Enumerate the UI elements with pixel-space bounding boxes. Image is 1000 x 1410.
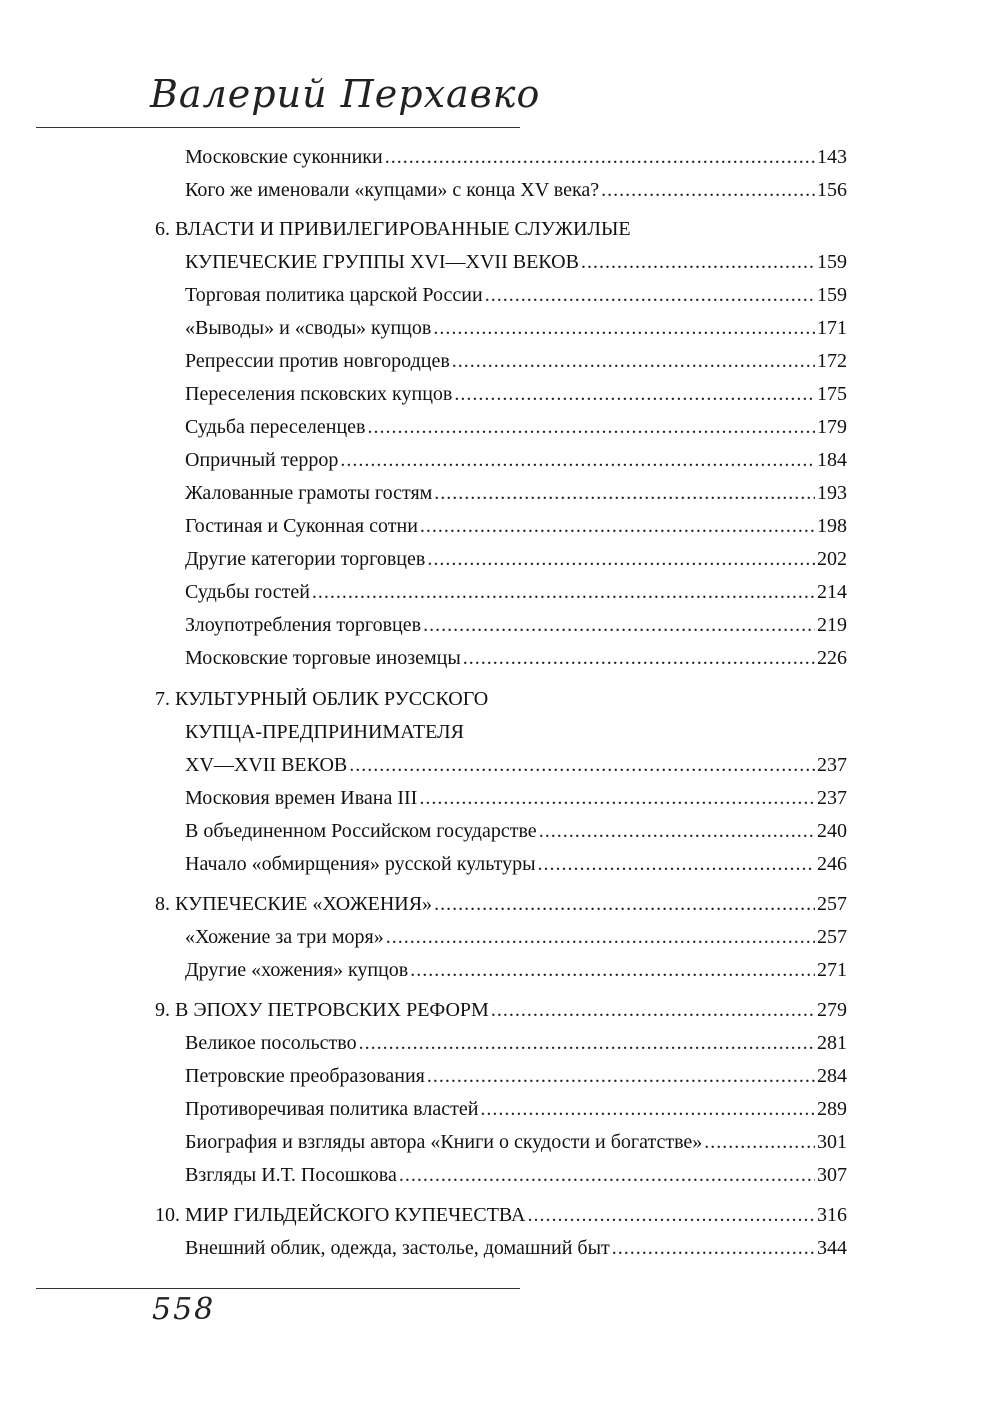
dot-leader [491, 995, 815, 1025]
toc-entry[interactable] [185, 175, 847, 205]
toc-entry[interactable] [185, 478, 847, 508]
toc-entry-page: 257 [817, 893, 847, 915]
toc-entry-page: 246 [817, 853, 847, 875]
toc-entry-page: 202 [817, 548, 847, 570]
running-head-author: Валерий Перхавко [150, 72, 541, 116]
dot-leader [581, 247, 815, 277]
toc-entry[interactable] [185, 511, 847, 541]
toc-entry-title: Великое посольство [185, 1032, 357, 1054]
dot-leader [434, 889, 815, 919]
dot-leader [433, 313, 815, 343]
dot-leader [452, 346, 815, 376]
toc-entry-page: 175 [817, 383, 847, 405]
toc-entry-title: Репрессии против новгородцев [185, 350, 450, 372]
dot-leader [463, 643, 815, 673]
toc-entry-page: 257 [817, 926, 847, 948]
toc-entry[interactable] [185, 1061, 847, 1091]
toc-entry-page: 214 [817, 581, 847, 603]
toc-entry[interactable] [185, 1160, 847, 1190]
dot-leader [312, 577, 815, 607]
toc-entry[interactable] [185, 445, 847, 475]
dot-leader [480, 1094, 815, 1124]
toc-chapter[interactable] [155, 214, 847, 244]
toc-entry-page: 184 [817, 449, 847, 471]
toc-entry[interactable] [185, 577, 847, 607]
toc-entry-title: Начало «обмирщения» русской культуры [185, 853, 536, 875]
toc-entry-page: 240 [817, 820, 847, 842]
toc-chapter[interactable] [185, 717, 847, 747]
toc-chapter[interactable] [155, 1200, 847, 1230]
dot-leader [423, 610, 815, 640]
toc-chapter[interactable] [155, 995, 847, 1025]
dot-leader [704, 1127, 815, 1157]
dot-leader [385, 142, 815, 172]
toc-entry-page: 271 [817, 959, 847, 981]
toc-entry[interactable] [185, 610, 847, 640]
toc-chapter-title: КУПЦА-ПРЕДПРИНИМАТЕЛЯ [185, 721, 464, 743]
toc-entry-title: Злоупотребления торговцев [185, 614, 422, 636]
toc-entry-title: Биография и взгляды автора «Книги о скудости и богатстве» [185, 1131, 703, 1153]
dot-leader [399, 1160, 815, 1190]
dot-leader [538, 849, 815, 879]
toc-entry[interactable] [185, 1233, 847, 1263]
toc-entry-title: «Выводы» и «своды» купцов [185, 317, 432, 339]
toc-entry[interactable] [185, 643, 847, 673]
toc-chapter-title: XV—XVII ВЕКОВ [185, 754, 348, 776]
toc-entry-page: 237 [817, 754, 847, 776]
toc-entry[interactable] [185, 346, 847, 376]
toc-entry-title: Московские торговые иноземцы [185, 647, 461, 669]
dot-leader [419, 783, 815, 813]
toc-entry-title: Переселения псковских купцов [185, 383, 453, 405]
toc-chapter[interactable] [185, 247, 847, 277]
dot-leader [386, 922, 815, 952]
dot-leader [485, 280, 815, 310]
toc-chapter-title: 6. ВЛАСТИ И ПРИВИЛЕГИРОВАННЫЕ СЛУЖИЛЫЕ [155, 218, 631, 240]
toc-entry[interactable] [185, 1028, 847, 1058]
toc-entry[interactable] [185, 280, 847, 310]
toc-entry-title: Противоречивая политика властей [185, 1098, 479, 1120]
toc-entry-title: Опричный террор [185, 449, 339, 471]
toc-chapter[interactable] [155, 684, 847, 714]
toc-entry[interactable] [185, 922, 847, 952]
toc-entry-page: 198 [817, 515, 847, 537]
toc-entry[interactable] [185, 1094, 847, 1124]
toc-entry-page: 159 [817, 284, 847, 306]
toc-entry-page: 316 [817, 1204, 847, 1226]
toc-entry-page: 143 [817, 146, 847, 168]
toc-entry-title: Кого же именовали «купцами» с конца XV века? [185, 179, 600, 201]
toc-chapter-title: 9. В ЭПОХУ ПЕТРОВСКИХ РЕФОРМ [155, 999, 489, 1021]
dot-leader [427, 544, 815, 574]
toc-entry[interactable] [185, 783, 847, 813]
toc-entry[interactable] [185, 313, 847, 343]
toc-chapter[interactable] [155, 889, 847, 919]
toc-entry[interactable] [185, 544, 847, 574]
toc-entry-title: Внешний облик, одежда, застолье, домашний быт [185, 1237, 610, 1259]
dot-leader [420, 511, 815, 541]
page-number: 558 [152, 1292, 216, 1327]
dot-leader [601, 175, 815, 205]
toc-entry-page: 156 [817, 179, 847, 201]
toc-entry-title: Судьба переселенцев [185, 416, 366, 438]
toc-entry[interactable] [185, 1127, 847, 1157]
toc-chapter[interactable] [185, 750, 847, 780]
toc-entry-page: 159 [817, 251, 847, 273]
footer-rule [36, 1288, 520, 1289]
dot-leader [427, 1061, 815, 1091]
dot-leader [612, 1233, 815, 1263]
toc-entry-title: Московские суконники [185, 146, 383, 168]
toc-chapter-title: 8. КУПЕЧЕСКИЕ «ХОЖЕНИЯ» [155, 893, 433, 915]
toc-entry-page: 307 [817, 1164, 847, 1186]
toc-entry[interactable] [185, 849, 847, 879]
toc-entry-page: 171 [817, 317, 847, 339]
toc-entry-title: Взгляды И.Т. Посошкова [185, 1164, 397, 1186]
toc-entry-title: В объединенном Российском государстве [185, 820, 537, 842]
dot-leader [359, 1028, 815, 1058]
toc-chapter-title: 10. МИР ГИЛЬДЕЙСКОГО КУПЕЧЕСТВА [155, 1204, 526, 1226]
toc-entry-page: 226 [817, 647, 847, 669]
dot-leader [434, 478, 815, 508]
dot-leader [454, 379, 815, 409]
toc-chapter-title: 7. КУЛЬТУРНЫЙ ОБЛИК РУССКОГО [155, 688, 489, 710]
dot-leader [539, 816, 815, 846]
toc-entry-page: 301 [817, 1131, 847, 1153]
toc-entry-page: 289 [817, 1098, 847, 1120]
toc-entry-title: «Хожение за три моря» [185, 926, 384, 948]
toc-chapter-title: КУПЕЧЕСКИЕ ГРУППЫ XVI—XVII ВЕКОВ [185, 251, 579, 273]
toc-entry-page: 281 [817, 1032, 847, 1054]
toc-entry-page: 284 [817, 1065, 847, 1087]
toc-entry-title: Гостиная и Суконная сотни [185, 515, 418, 537]
toc-entry-page: 219 [817, 614, 847, 636]
toc-entry-page: 172 [817, 350, 847, 372]
toc-entry-page: 279 [817, 999, 847, 1021]
toc-entry-page: 344 [817, 1237, 847, 1259]
toc-entry[interactable] [185, 955, 847, 985]
toc-entry[interactable] [185, 142, 847, 172]
toc-entry-title: Московия времен Ивана III [185, 787, 418, 809]
dot-leader [410, 955, 815, 985]
toc-entry-page: 193 [817, 482, 847, 504]
dot-leader [340, 445, 815, 475]
dot-leader [367, 412, 815, 442]
header-rule [36, 127, 520, 128]
toc-entry-title: Торговая политика царской России [185, 284, 483, 306]
toc-entry-title: Жалованные грамоты гостям [185, 482, 433, 504]
dot-leader [527, 1200, 815, 1230]
toc-entry-title: Другие категории торговцев [185, 548, 426, 570]
toc-entry-title: Другие «хожения» купцов [185, 959, 409, 981]
toc-entry[interactable] [185, 412, 847, 442]
toc-entry-title: Петровские преобразования [185, 1065, 425, 1087]
toc-entry-page: 237 [817, 787, 847, 809]
toc-entry-title: Судьбы гостей [185, 581, 310, 603]
toc-entry-page: 179 [817, 416, 847, 438]
toc-entry[interactable] [185, 816, 847, 846]
dot-leader [349, 750, 815, 780]
toc-entry[interactable] [185, 379, 847, 409]
